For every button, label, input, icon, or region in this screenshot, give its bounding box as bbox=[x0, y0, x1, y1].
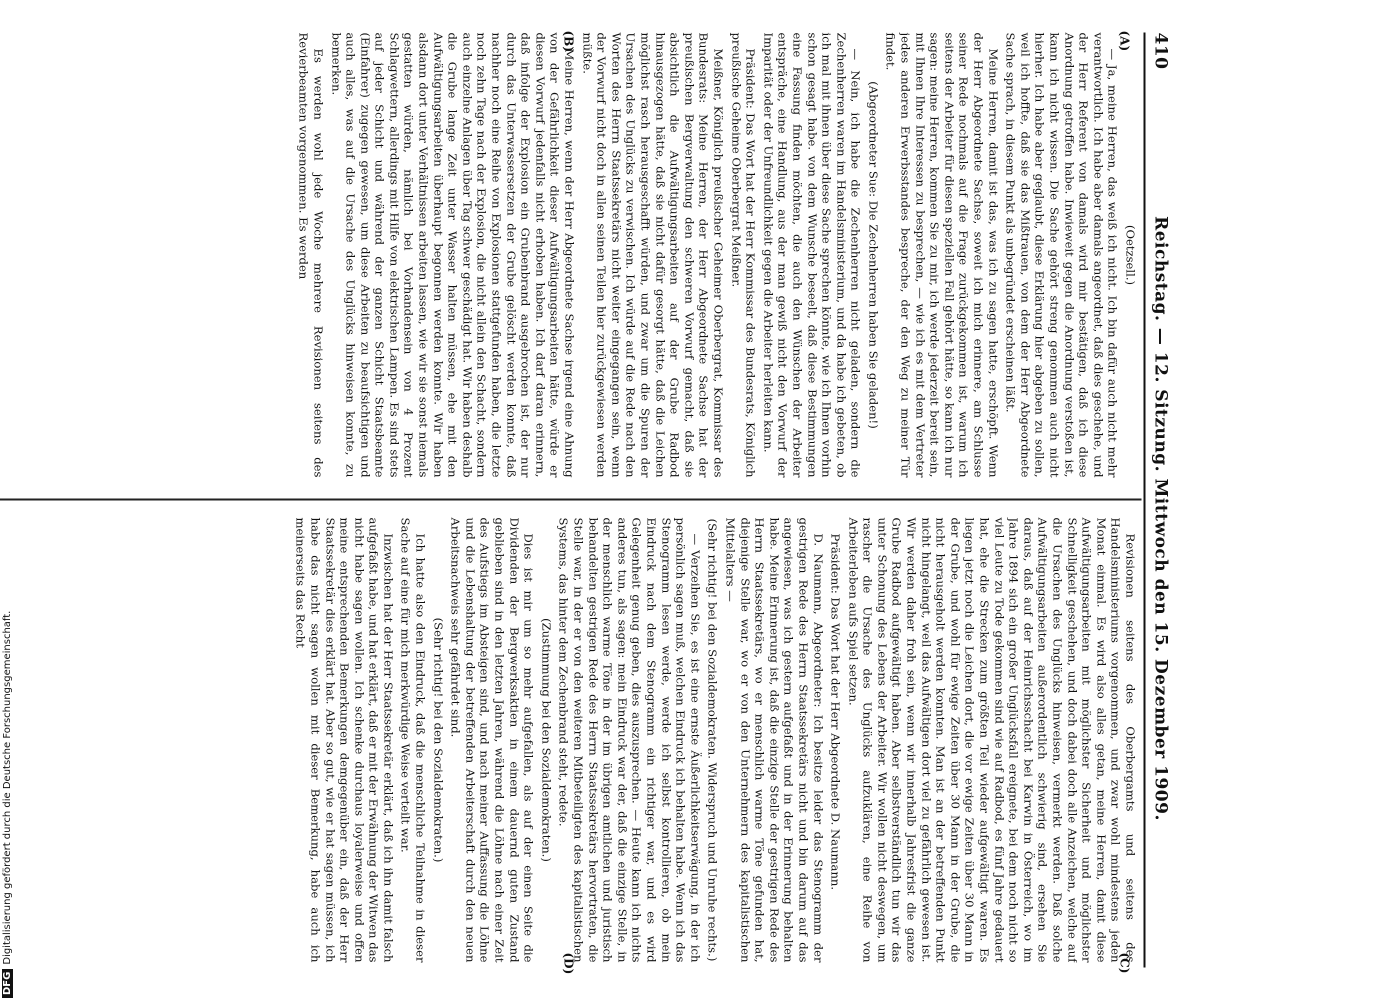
paragraph: — Ja, meine Herren, das weiß ich nicht. Ich bin dafür auch nicht mehr verantwortlich. Ich habe aber damals angeordnet, daß dies geschehe, und der Herr Referent von damals wird mir bestätigen, daß ich diese Anordnung getroffen habe. Inwieweit gegen die Anordnung verstoßen ist, kann ich nicht wissen. Die Sache gehört streng genommen auch nicht hierher. Ich habe aber geglaubt, diese Erklärung hier abgeben zu sollen, weil ich hoffte, daß sie das Mißtrauen, von dem der Herr Abgeordnete Sache sprach, in diesem Punkt als unbegründet erscheinen läßt. bbox=[1003, 32, 1120, 478]
paragraph: Inzwischen hat der Herr Staatssekretär erklärt, daß ich ihn damit falsch aufgefaßt habe, und hat erklärt, daß er mit der Erwähnung der Witwen das nicht habe sagen wollen. Ich schenke durchaus loyalerweise und offen meine entsprechenden Bemerkungen demgegenüber ein, daß der Herr Staatssekretär dies erklärt hat. Aber so gut, wie er hat sagen müssen, ich habe das nicht sagen wollen mit dieser Bemerkung, habe auch ich meinerseits das Recht bbox=[293, 517, 396, 963]
paragraph: Meißner, Königlich preußischer Geheimer Oberbergrat, Kommissar des Bundesrats: Meine Herren, der Herr Abgeordnete Sachse hat der preußischen Bergverwaltung den schweren Vorwurf gemacht, daß sie absichtlich die Aufwältigungsarbeiten auf der Grube Radbod hinausgezogen hätte, daß sie nicht dafür gesorgt hätte, daß die Leichen möglichst rasch herausgeschafft würden, und zwar um die Spuren der Ursachen des Unglücks zu verwischen. Ich würde auf die Rede nach den Worten des Herrn Staatssekretärs nicht weiter eingegangen sein, wenn der Vorwurf nicht doch in allen seinen Teilen hier zurückgewiesen werden müßte. bbox=[580, 32, 726, 478]
interjection: (Abgeordneter Sue: Die Zechenherren haben Sie geladen!) bbox=[866, 81, 881, 429]
page-title: Reichstag. — 12. Sitzung. Mittwoch den 15. Dezember 1909. bbox=[1150, 216, 1171, 821]
interjection: (Sehr richtig! bei den Sozialdemokraten. Widerspruch und Unruhe rechts.) bbox=[705, 518, 720, 962]
dfg-logo: DFG bbox=[2, 969, 13, 998]
margin-marker-b: (B) bbox=[561, 30, 576, 52]
rotated-page-content bbox=[0, 30, 1176, 975]
left-column bbox=[0, 30, 1138, 478]
paragraph: Es werden wohl jede Woche mehrere Revisionen seitens des Revierbeamten vorgenommen. Es werden bbox=[296, 32, 326, 478]
paragraph: Ich hatte also den Eindruck, daß die menschliche Teilnahme in dieser Sache auf eine für mich merkwürdige Weise verteilt war. bbox=[399, 517, 428, 963]
paragraph: Revisionen seitens des Oberbergamts und seitens des Handelsministeriums vorgenommen, und zwar wohl mindestens jeden Monat einmal. Es wird also alles getan, meine Herren, damit diese Aufwältigungsarbeiten mit möglichster Sicherheit und möglichster Schnelligkeit geschehen, und doch dabei doch alle Anzeichen, welche auf die Ursachen des Unglücks hinweisen, vermerkt werden. Daß solche Aufwältigungsarbeiten außerordentlich schwierig sind, ersehen Sie daraus, daß auf der Heinrichsschacht bei Karwin in Österreich, wo im Jahre 1894 sich ein großer Unglücksfall ereignete, bei dem noch nicht so viel Leute zu Tode gekommen sind wie auf Radbod, es fünf Jahre gedauert hat, ehe die Strecken zum größten Teil wieder aufgewältigt waren. Es liegen jetzt noch die Leichen dort, die vor ewige Zeiten über 30 Mann in der Grube, und wohl für ewige Zeiten über 30 Mann in der Grube, die nicht herausgeholt werden konnten. Man ist an der betreffenden Punkt nicht hingelangt, weil das Aufwältigen dort viel zu gefährlich gewesen ist. Wir werden daher froh sein, wenn wir innerhalb Jahresfrist die ganze Grube Radbod aufgewältigt haben. Aber selbstverständlich tun wir das unter Schonung des Lebens der Arbeiter. Wir wollen nicht deswegen, um rascher die Ursache des Unglücks aufzuklären, eine Reihe von Arbeiterleben aufs Spiel setzen. bbox=[846, 517, 1138, 963]
paragraph: Dies ist mir um so mehr aufgefallen, als auf der einen Seite die Dividenden der Bergwerksaktien in einem dauernd guten Zustand geblieben sind in den letzten Jahren, während die Löhne nach einer Zeit des Aufstiegs im Absteigen sind, und nach meiner Auffassung die Löhne und die Lebenshaltung der betreffenden Arbeiterschaft durch den neuen Arbeitsnachweis sehr gefährdet sind. bbox=[448, 517, 536, 963]
page-header bbox=[1144, 33, 1176, 968]
paragraph: Präsident: Das Wort hat der Herr Abgeordnete D. Naumann. bbox=[828, 533, 843, 891]
speaker-tag: (Oetzsell.) bbox=[1123, 224, 1138, 286]
margin-marker-d: (D) bbox=[561, 952, 576, 975]
page-number: 410 bbox=[1150, 32, 1171, 70]
paragraph: D. Naumann, Abgeordneter: Ich besitze leider das Stenogramm der gestrigen Rede des Herrn Staatssekretärs nicht und bin darum auf das angewiesen, was ich gestern aufgefaßt und in der Erinnerung behalten habe. Meine Erinnerung ist, daß die einzige Stelle der gestrigen Rede des Herrn Staatssekretärs, wo er menschlich warme Töne gefunden hat, diejenige Stelle war, wo er von den Unternehmern des kapitalistischen Mittelalters — bbox=[723, 517, 826, 963]
right-column bbox=[0, 518, 1138, 963]
paragraph: — Nein, ich habe die Zechenherren nicht geladen, sondern die Zechenherren waren im Handelsministerium, und da habe ich gebeten, ob ich mal mit ihnen über diese Sache sprechen könnte, wie ich Ihnen vorhin schon gesagt habe. von dem Wunsche beseelt, daß diese Bestimmungen eine Fassung finden möchten, die auch den Wünschen der Arbeiter entspräche, eine Handlung, aus der man gewiß nicht den Vorwurf der Imparität oder der Unfreundlichkeit gegen die Arbeiter herleiten kann. bbox=[761, 32, 863, 478]
paragraph: Präsident: Das Wort hat der Herr Kommissar des Bundesrats, Königlich preußische Geheime Oberbergrat Meißner. bbox=[729, 32, 758, 478]
paragraph: Meine Herren, damit ist das, was ich zu sagen hatte, erschöpft. Wenn der Herr Abgeordnete Sachse, soweit ich mich erinnere, am Schlusse seiner Rede nochmals auf die Frage zurückgekommen ist, warum ich seitens der Arbeiter für diesen speziellen Fall gehört hätte, so kann ich nur sagen: meine Herren, kommen Sie zu mir, ich werde jederzeit bereit sein, mit Ihnen Ihre Interessen zu besprechen, — wie ich es mit dem Vertreter jedes anderen Erwerbsstandes bespreche, der den Weg zu meiner Tür findet. bbox=[884, 32, 1001, 478]
margin-marker-a: (A) bbox=[1117, 30, 1132, 52]
interjection: (Sehr richtig! bei den Sozialdemokraten.) bbox=[431, 617, 446, 863]
funding-note-text: Digitalisierung gefördert durch die Deutsche Forschungsgemeinschaft. bbox=[2, 610, 13, 965]
interjection: (Zustimmung bei den Sozialdemokraten.) bbox=[539, 618, 554, 862]
column-divider bbox=[0, 499, 1142, 501]
dfg-funding-note bbox=[2, 611, 13, 998]
paragraph: — Verzeihen Sie, es ist eine ernste Äußerlichkeitserwägung, in der ich persönlich sagen muß, welchen Eindruck ich behalten habe. Wenn ich das Stenogramm lesen werde, werde ich selbst kontrollieren, ob mein Eindruck nach dem Stenogramm ein richtiger war, und es wird Gelegenheit genug geben, dies auszusprechen. — Heute kann ich nichts anderes tun, als sagen: mein Eindruck war der, daß die einzige Stelle, in der menschlich warme Töne in der im übrigen amtlichen und juristisch behandelten gestrigen Rede des Herrn Staatssekretärs hervortraten, die Stelle war, in der er von den weiteren Mitbeteiligten des kapitalistischen Systems, das hinter dem Zechenbrand steht, redete. bbox=[556, 517, 703, 963]
paragraph: Meine Herren, wenn der Herr Abgeordnete Sachse irgend eine Ahnung von der Gefährlichkeit dieser Aufwältigungsarbeiten hätte, würde er diesen Vorwurf jedenfalls nicht erhoben haben. Ich darf daran erinnern, daß infolge der Explosion ein Grubenbrand ausgebrochen ist, der nur durch das Unterwassersetzen der Grube gelöscht werden konnte, daß nachher noch eine Reihe von Explosionen stattgefunden haben, die letzte noch zehn Tage nach der Explosion, die nicht allein den Schacht, sondern auch einzelne Anlagen über Tag schwer geschädigt hat. Wir haben deshalb die Grube lange Zeit unter Wasser halten müssen, ehe mit den Aufwältigungsarbeiten überhaupt begonnen werden konnte. Wir haben alsdann dort unter Verhältnissen arbeiten lassen, wie wir sie sonst niemals gestatten würden, nämlich bei Vorhandensein von 4 Prozent Schlagwettern, allerdings mit Hilfe von elektrischen Lampen. Es sind stets auf jeder Schicht und während der ganzen Schicht Staatsbeamte (Einfahrer) zugegen gewesen, um diese Arbeiten zu beaufsichtigen und auch alles, was auf die Ursache des Unglücks hinweisen konnte, zu bemerken. bbox=[329, 32, 577, 478]
margin-marker-c: (C) bbox=[1117, 952, 1132, 974]
